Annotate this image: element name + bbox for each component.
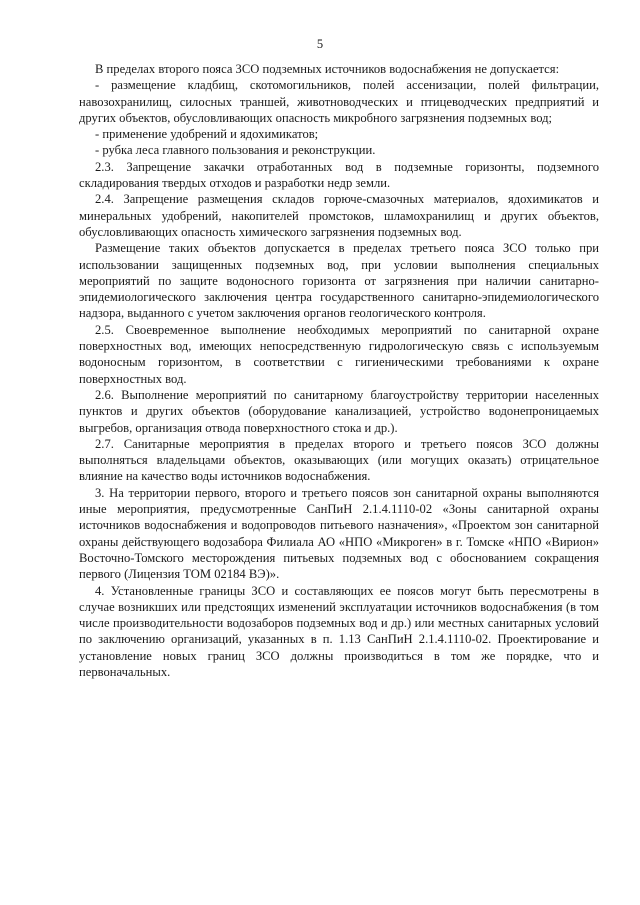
paragraph-2-5: 2.5. Своевременное выполнение необходимых мероприятий по санитарной охране поверхностных вод, имеющих непосредственную гидрологическую связь с используемым водоносным горизонтом, в соответствии с гигиеническими требованиями к охране поверхностных вод. (79, 322, 599, 386)
page-number: 5 (316, 37, 324, 51)
paragraph-2-3: 2.3. Запрещение закачки отработанных вод в подземные горизонты, подземного складирования твердых отходов и разработки недр земли. (79, 159, 599, 191)
paragraph-zone3-placement: Размещение таких объектов допускается в пределах третьего пояса ЗСО только при использовании защищенных подземных вод, при условии выполнения специальных мероприятий по защите водоносного горизонта от загрязнения при наличии санитарно-эпидемиологического заключения центра государственного санитарно-эпидемиологического надзора, выданного с учетом заключения органов геологического контроля. (79, 241, 599, 321)
paragraph-2-6: 2.6. Выполнение мероприятий по санитарному благоустройству территории населенных пунктов и других объектов (оборудование канализацией, устройство водонепроницаемых выгребов, организация отвода поверхностного стока и др.). (79, 387, 599, 435)
document-body (79, 61, 599, 680)
paragraph-item-fertilizers: - применение удобрений и ядохимикатов; (95, 127, 319, 142)
paragraph-2-4: 2.4. Запрещение размещения складов горюче-смазочных материалов, ядохимикатов и минеральных удобрений, накопителей промстоков, шламохранилищ и других объектов, обусловливающих опасность химического загрязнения подземных вод. (79, 192, 599, 239)
paragraph-item-logging: - рубка леса главного пользования и реконструкции. (95, 143, 376, 158)
paragraph-item-cemeteries: - размещение кладбищ, скотомогильников, полей ассенизации, полей фильтрации, навозохранилищ, силосных траншей, животноводческих и птицеводческих предприятий и других объектов, обусловливающих опасность микробного загрязнения подземных вод; (79, 78, 599, 125)
paragraph-zone2-intro: В пределах второго пояса ЗСО подземных источников водоснабжения не допускается: (95, 62, 560, 76)
paragraph-3: 3. На территории первого, второго и третьего поясов зон санитарной охраны выполняются иные мероприятия, предусмотренные СанПиН 2.1.4.1110-02 «Зоны санитарной охраны источников водоснабжения и водопроводов питьевого назначения», «Проектом зон санитарной охраны действующего водозабора Филиала АО «НПО «Микроген» в г. Томске «НПО «Вирион» Восточно-Томского месторождения питьевых подземных вод с обоснованием сокращения первого (Лицензия ТОМ 02184 ВЭ)». (79, 485, 599, 582)
paragraph-2-7: 2.7. Санитарные мероприятия в пределах второго и третьего поясов ЗСО должны выполняться владельцами объектов, оказывающих (или могущих оказать) отрицательное влияние на качество воды источников водоснабжения. (79, 436, 599, 484)
paragraph-4: 4. Установленные границы ЗСО и составляющих ее поясов могут быть пересмотрены в случае возникших или предстоящих изменений эксплуатации источников водоснабжения (в том числе производительности водозаборов подземных вод и др.) или местных санитарных условий по заключению организаций, указанных в п. 1.13 СанПиН 2.1.4.1110-02. Проектирование и установление новых границ ЗСО должны производиться в том же порядке, что и первоначальных. (79, 583, 599, 679)
